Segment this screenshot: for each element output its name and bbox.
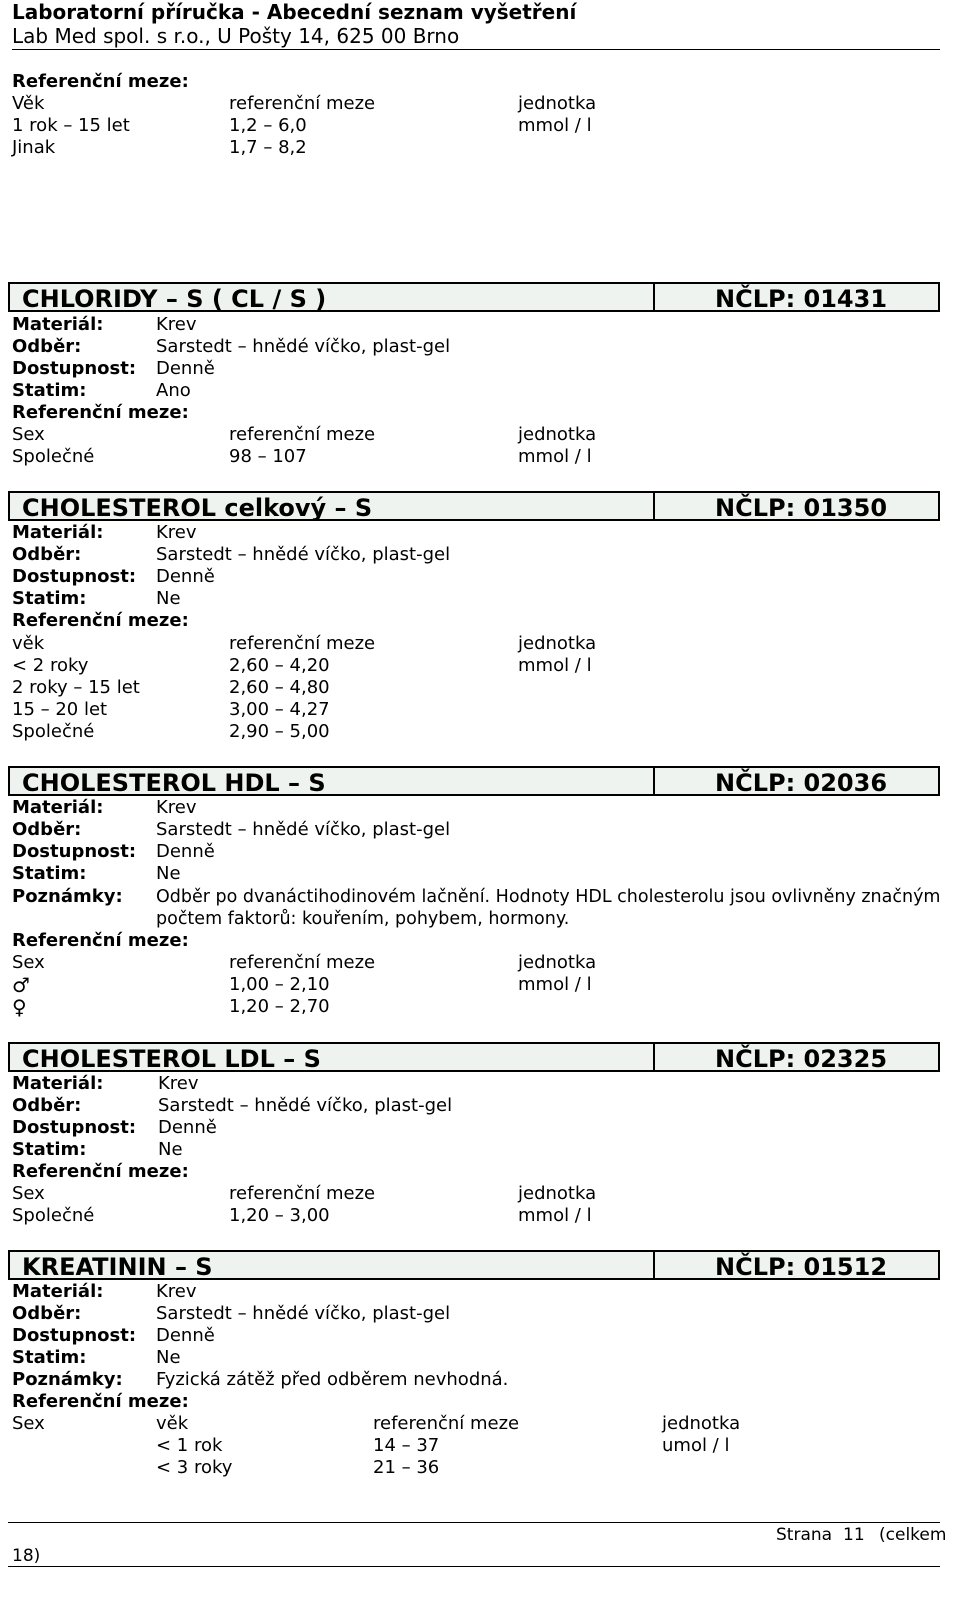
value-odber: Sarstedt – hnědé víčko, plast-gel	[156, 544, 451, 565]
col-header: referenční meze	[229, 952, 376, 973]
table-cell: umol / l	[662, 1435, 730, 1456]
label-ref: Referenční meze:	[12, 930, 189, 951]
table-cell: mmol / l	[518, 974, 592, 995]
table-cell: < 2 roky	[12, 655, 89, 676]
label-dostupnost: Dostupnost:	[12, 566, 137, 587]
value-dostupnost: Denně	[156, 358, 215, 379]
section-title: KREATININ – S	[22, 1253, 213, 1281]
footer-rule	[8, 1522, 940, 1523]
value-dostupnost: Denně	[156, 566, 215, 587]
table-cell: 2,60 – 4,20	[229, 655, 330, 676]
section-code: NČLP: 01512	[715, 1253, 888, 1281]
label-odber: Odběr:	[12, 1303, 82, 1324]
ref-label: Referenční meze:	[12, 71, 189, 92]
col-header: Sex	[12, 424, 45, 445]
table-cell: 3,00 – 4,27	[229, 699, 330, 720]
footer-page-number: 11	[843, 1525, 865, 1545]
footer-rule-bottom	[8, 1566, 940, 1567]
label-dostupnost: Dostupnost:	[12, 1117, 137, 1138]
label-material: Materiál:	[12, 1281, 104, 1302]
table-cell: 14 – 37	[373, 1435, 440, 1456]
label-poznamky: Poznámky:	[12, 886, 123, 907]
col-header: věk	[156, 1413, 189, 1434]
col-header: jednotka	[518, 1183, 597, 1204]
table-cell: 1,20 – 3,00	[229, 1205, 330, 1226]
label-statim: Statim:	[12, 588, 87, 609]
male-icon: ♂	[12, 973, 30, 997]
label-odber: Odběr:	[12, 819, 82, 840]
section-header	[8, 282, 940, 312]
section-header	[8, 766, 940, 796]
table-cell: 1,00 – 2,10	[229, 974, 330, 995]
table-cell: mmol / l	[518, 1205, 592, 1226]
value-dostupnost: Denně	[158, 1117, 217, 1138]
col-header: referenční meze	[229, 93, 376, 114]
col-header: jednotka	[518, 424, 597, 445]
table-cell: < 1 rok	[156, 1435, 223, 1456]
footer-total-close: 18)	[12, 1546, 41, 1566]
section-title: CHLORIDY – S ( CL / S )	[22, 285, 327, 313]
col-header: jednotka	[518, 633, 597, 654]
page-subtitle: Lab Med spol. s r.o., U Pošty 14, 625 00 Brno	[12, 24, 460, 48]
header-rule	[12, 49, 940, 50]
header-divider	[653, 284, 655, 310]
table-cell: 2 roky – 15 let	[12, 677, 140, 698]
value-dostupnost: Denně	[156, 1325, 215, 1346]
value-dostupnost: Denně	[156, 841, 215, 862]
label-dostupnost: Dostupnost:	[12, 841, 137, 862]
col-header: referenční meze	[229, 1183, 376, 1204]
table-cell: 2,60 – 4,80	[229, 677, 330, 698]
label-statim: Statim:	[12, 380, 87, 401]
table-cell: 1 rok – 15 let	[12, 115, 130, 136]
value-material: Krev	[156, 314, 197, 335]
section-title: CHOLESTEROL LDL – S	[22, 1045, 321, 1073]
section-code: NČLP: 01431	[715, 285, 888, 313]
section-code: NČLP: 02325	[715, 1045, 888, 1073]
value-statim: Ne	[156, 1347, 181, 1368]
label-odber: Odběr:	[12, 1095, 82, 1116]
col-header: jednotka	[518, 93, 597, 114]
footer-page-label: Strana	[776, 1525, 833, 1545]
table-cell: Společné	[12, 1205, 95, 1226]
table-cell: mmol / l	[518, 115, 592, 136]
section-title: CHOLESTEROL HDL – S	[22, 769, 326, 797]
value-material: Krev	[156, 1281, 197, 1302]
label-statim: Statim:	[12, 1139, 87, 1160]
table-cell: 1,20 – 2,70	[229, 996, 330, 1017]
header-divider	[653, 768, 655, 794]
page-title: Laboratorní příručka - Abecední seznam vyšetření	[12, 0, 577, 24]
header-divider	[653, 1044, 655, 1070]
label-ref: Referenční meze:	[12, 1161, 189, 1182]
table-cell: 2,90 – 5,00	[229, 721, 330, 742]
value-statim: Ne	[158, 1139, 183, 1160]
label-dostupnost: Dostupnost:	[12, 1325, 137, 1346]
col-header: jednotka	[662, 1413, 741, 1434]
table-cell: 1,7 – 8,2	[229, 137, 307, 158]
label-ref: Referenční meze:	[12, 1391, 189, 1412]
section-header	[8, 491, 940, 521]
col-header: věk	[12, 633, 45, 654]
value-poznamky-cont: počtem faktorů: kouřením, pohybem, hormony.	[156, 909, 570, 929]
label-statim: Statim:	[12, 863, 87, 884]
table-cell: 1,2 – 6,0	[229, 115, 307, 136]
value-statim: Ne	[156, 588, 181, 609]
value-odber: Sarstedt – hnědé víčko, plast-gel	[156, 819, 451, 840]
table-cell: Společné	[12, 721, 95, 742]
value-material: Krev	[156, 522, 197, 543]
col-header: Sex	[12, 1183, 45, 1204]
value-odber: Sarstedt – hnědé víčko, plast-gel	[158, 1095, 453, 1116]
table-cell: Společné	[12, 446, 95, 467]
col-header: Sex	[12, 952, 45, 973]
table-cell: < 3 roky	[156, 1457, 233, 1478]
col-header: Věk	[12, 93, 45, 114]
label-odber: Odběr:	[12, 336, 82, 357]
value-odber: Sarstedt – hnědé víčko, plast-gel	[156, 336, 451, 357]
section-header	[8, 1250, 940, 1280]
value-poznamky: Odběr po dvanáctihodinovém lačnění. Hodnoty HDL cholesterolu jsou ovlivněny značným	[156, 887, 941, 907]
col-header: Sex	[12, 1413, 45, 1434]
table-cell: mmol / l	[518, 655, 592, 676]
female-icon: ♀	[12, 995, 27, 1019]
value-odber: Sarstedt – hnědé víčko, plast-gel	[156, 1303, 451, 1324]
table-cell: 15 – 20 let	[12, 699, 108, 720]
value-material: Krev	[158, 1073, 199, 1094]
section-code: NČLP: 01350	[715, 494, 888, 522]
label-material: Materiál:	[12, 797, 104, 818]
header-divider	[653, 493, 655, 519]
label-odber: Odběr:	[12, 544, 82, 565]
section-header	[8, 1042, 940, 1072]
value-poznamky: Fyzická zátěž před odběrem nevhodná.	[156, 1369, 509, 1390]
label-material: Materiál:	[12, 522, 104, 543]
value-statim: Ne	[156, 863, 181, 884]
section-code: NČLP: 02036	[715, 769, 888, 797]
section-title: CHOLESTEROL celkový – S	[22, 494, 373, 522]
value-material: Krev	[156, 797, 197, 818]
table-cell: 98 – 107	[229, 446, 307, 467]
label-material: Materiál:	[12, 1073, 104, 1094]
label-statim: Statim:	[12, 1347, 87, 1368]
table-cell: 21 – 36	[373, 1457, 440, 1478]
col-header: referenční meze	[229, 633, 376, 654]
label-material: Materiál:	[12, 314, 104, 335]
table-cell: mmol / l	[518, 446, 592, 467]
label-poznamky: Poznámky:	[12, 1369, 123, 1390]
label-ref: Referenční meze:	[12, 402, 189, 423]
value-statim: Ano	[156, 380, 191, 401]
label-ref: Referenční meze:	[12, 610, 189, 631]
label-dostupnost: Dostupnost:	[12, 358, 137, 379]
table-cell: Jinak	[12, 137, 56, 158]
header-divider	[653, 1252, 655, 1278]
col-header: jednotka	[518, 952, 597, 973]
col-header: referenční meze	[229, 424, 376, 445]
col-header: referenční meze	[373, 1413, 520, 1434]
footer-total-open: (celkem	[879, 1525, 947, 1545]
